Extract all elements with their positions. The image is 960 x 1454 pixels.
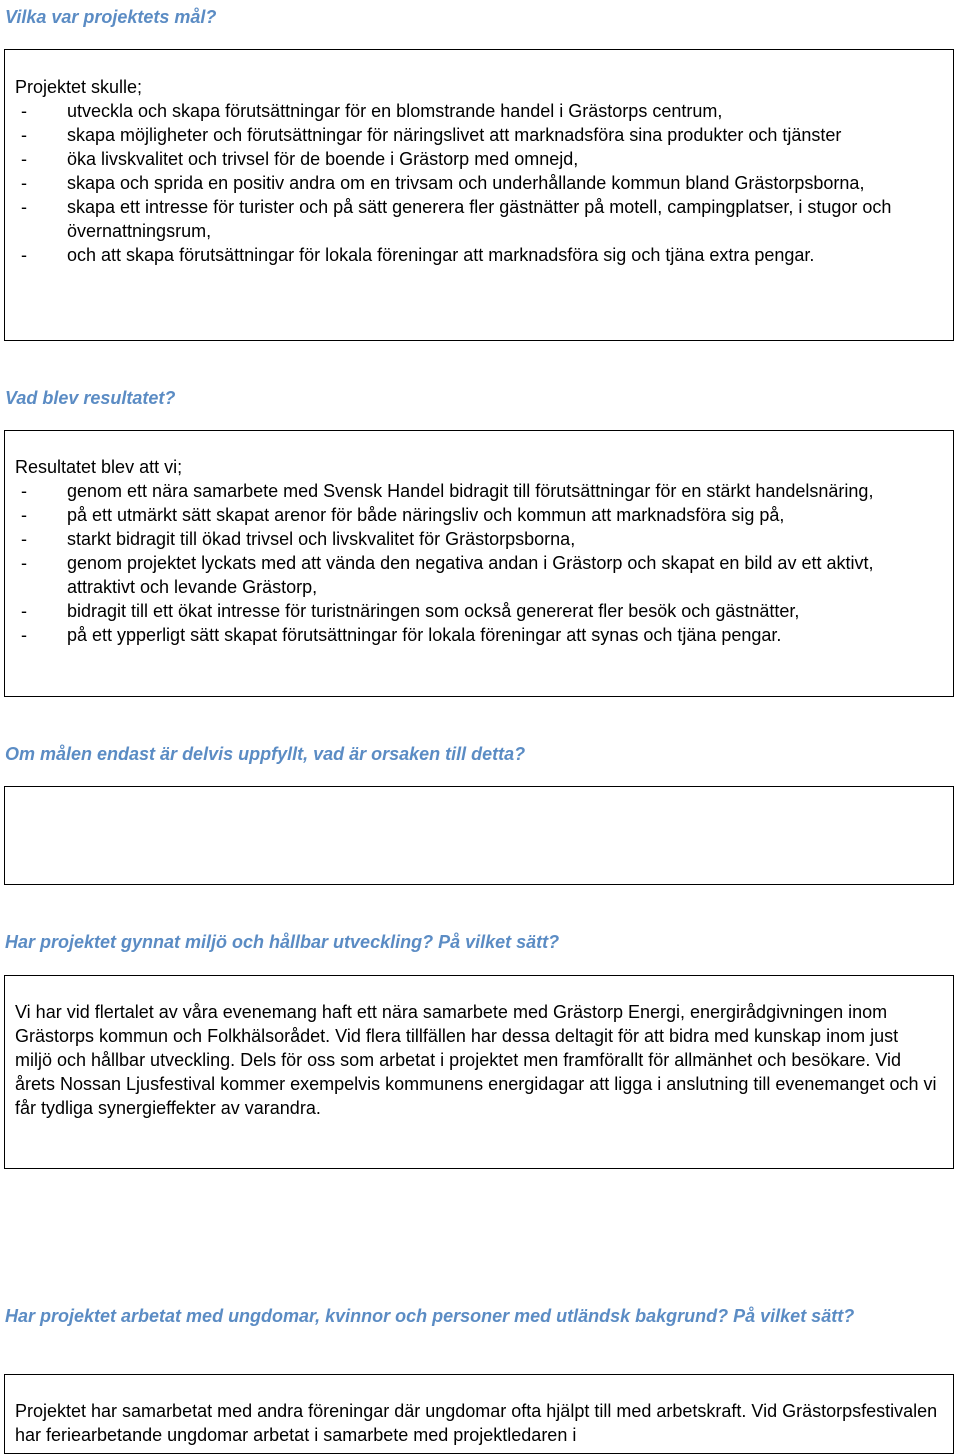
sustainability-box: [4, 975, 954, 1169]
list-item: [15, 527, 939, 551]
project-goals-list: [15, 99, 939, 267]
list-item-text: starkt bidragit till ökad trivsel och livskvalitet för Grästorpsborna,: [67, 529, 576, 549]
dash-bullet: -: [21, 601, 27, 621]
dash-bullet: -: [21, 625, 27, 645]
list-item: [15, 99, 939, 123]
list-item: [15, 599, 939, 623]
project-goals-intro: Projektet skulle;: [15, 77, 143, 97]
heading-project-goals: Vilka var projektets mål?: [5, 7, 217, 27]
dash-bullet: -: [21, 197, 27, 217]
partial-goals-box: [4, 786, 954, 885]
dash-bullet: -: [21, 505, 27, 525]
list-item: [15, 147, 939, 171]
dash-bullet: -: [21, 125, 27, 145]
results-list: [15, 479, 939, 647]
list-item-text: skapa och sprida en positiv andra om en trivsam och underhållande kommun bland Grästorpsborna,: [67, 173, 865, 193]
list-item: [15, 551, 939, 599]
dash-bullet: -: [21, 245, 27, 265]
youth-women-foreign-box: [4, 1374, 954, 1454]
list-item: [15, 243, 939, 267]
list-item-text: utveckla och skapa förutsättningar för en blomstrande handel i Grästorps centrum,: [67, 101, 723, 121]
list-item: [15, 171, 939, 195]
youth-women-foreign-text: Projektet har samarbetat med andra föreningar där ungdomar ofta hjälpt till med arbetskraft. Vid Grästorpsfestivalen har feriearbetande ungdomar arbetat i samarbete med projektledaren i: [15, 1401, 938, 1445]
list-item: [15, 623, 939, 647]
dash-bullet: -: [21, 149, 27, 169]
heading-results: Vad blev resultatet?: [5, 388, 176, 408]
list-item-text: och att skapa förutsättningar för lokala föreningar att marknadsföra sig och tjäna extra pengar.: [67, 245, 815, 265]
dash-bullet: -: [21, 553, 27, 573]
results-intro: Resultatet blev att vi;: [15, 457, 183, 477]
list-item-text: skapa ett intresse för turister och på sätt generera fler gästnätter på motell, campingplatser, i stugor och övernattningsrum,: [67, 197, 892, 241]
dash-bullet: -: [21, 481, 27, 501]
heading-sustainability: Har projektet gynnat miljö och hållbar utveckling? På vilket sätt?: [5, 932, 560, 952]
dash-bullet: -: [21, 173, 27, 193]
sustainability-text: Vi har vid flertalet av våra evenemang haft ett nära samarbete med Grästorp Energi, energirådgivningen inom Grästorps kommun och Folkhälsorådet. Vid flera tillfällen har dessa deltagit för att bidra med kunskap inom just miljö och hållbar utveckling. Dels för oss som arbetat i projektet men framförallt för allmänhet och besökare. Vid årets Nossan Ljusfestival kommer exempelvis kommunens energidagar att ligga i anslutning till evenemanget och vi får tydliga synergieffekter av varandra.: [15, 1002, 937, 1118]
dash-bullet: -: [21, 529, 27, 549]
dash-bullet: -: [21, 101, 27, 121]
list-item-text: genom ett nära samarbete med Svensk Handel bidragit till förutsättningar för en stärkt handelsnäring,: [67, 481, 874, 501]
heading-youth-women-foreign: Har projektet arbetat med ungdomar, kvinnor och personer med utländsk bakgrund? På vilket sätt?: [5, 1306, 855, 1326]
list-item: [15, 479, 939, 503]
list-item: [15, 123, 939, 147]
heading-partial-goals: Om målen endast är delvis uppfyllt, vad är orsaken till detta?: [5, 744, 526, 764]
results-box: [4, 430, 954, 697]
project-goals-box: [4, 49, 954, 341]
list-item-text: bidragit till ett ökat intresse för turistnäringen som också genererat fler besök och gästnätter,: [67, 601, 800, 621]
list-item-text: genom projektet lyckats med att vända den negativa andan i Grästorp och skapat en bild av ett aktivt, attraktivt och levande Grästorp,: [67, 553, 874, 597]
list-item: [15, 195, 939, 243]
list-item-text: på ett utmärkt sätt skapat arenor för både näringsliv och kommun att marknadsföra sig på,: [67, 505, 785, 525]
list-item-text: på ett ypperligt sätt skapat förutsättningar för lokala föreningar att synas och tjäna pengar.: [67, 625, 782, 645]
list-item: [15, 503, 939, 527]
list-item-text: skapa möjligheter och förutsättningar för näringslivet att marknadsföra sina produkter och tjänster: [67, 125, 842, 145]
list-item-text: öka livskvalitet och trivsel för de boende i Grästorp med omnejd,: [67, 149, 579, 169]
